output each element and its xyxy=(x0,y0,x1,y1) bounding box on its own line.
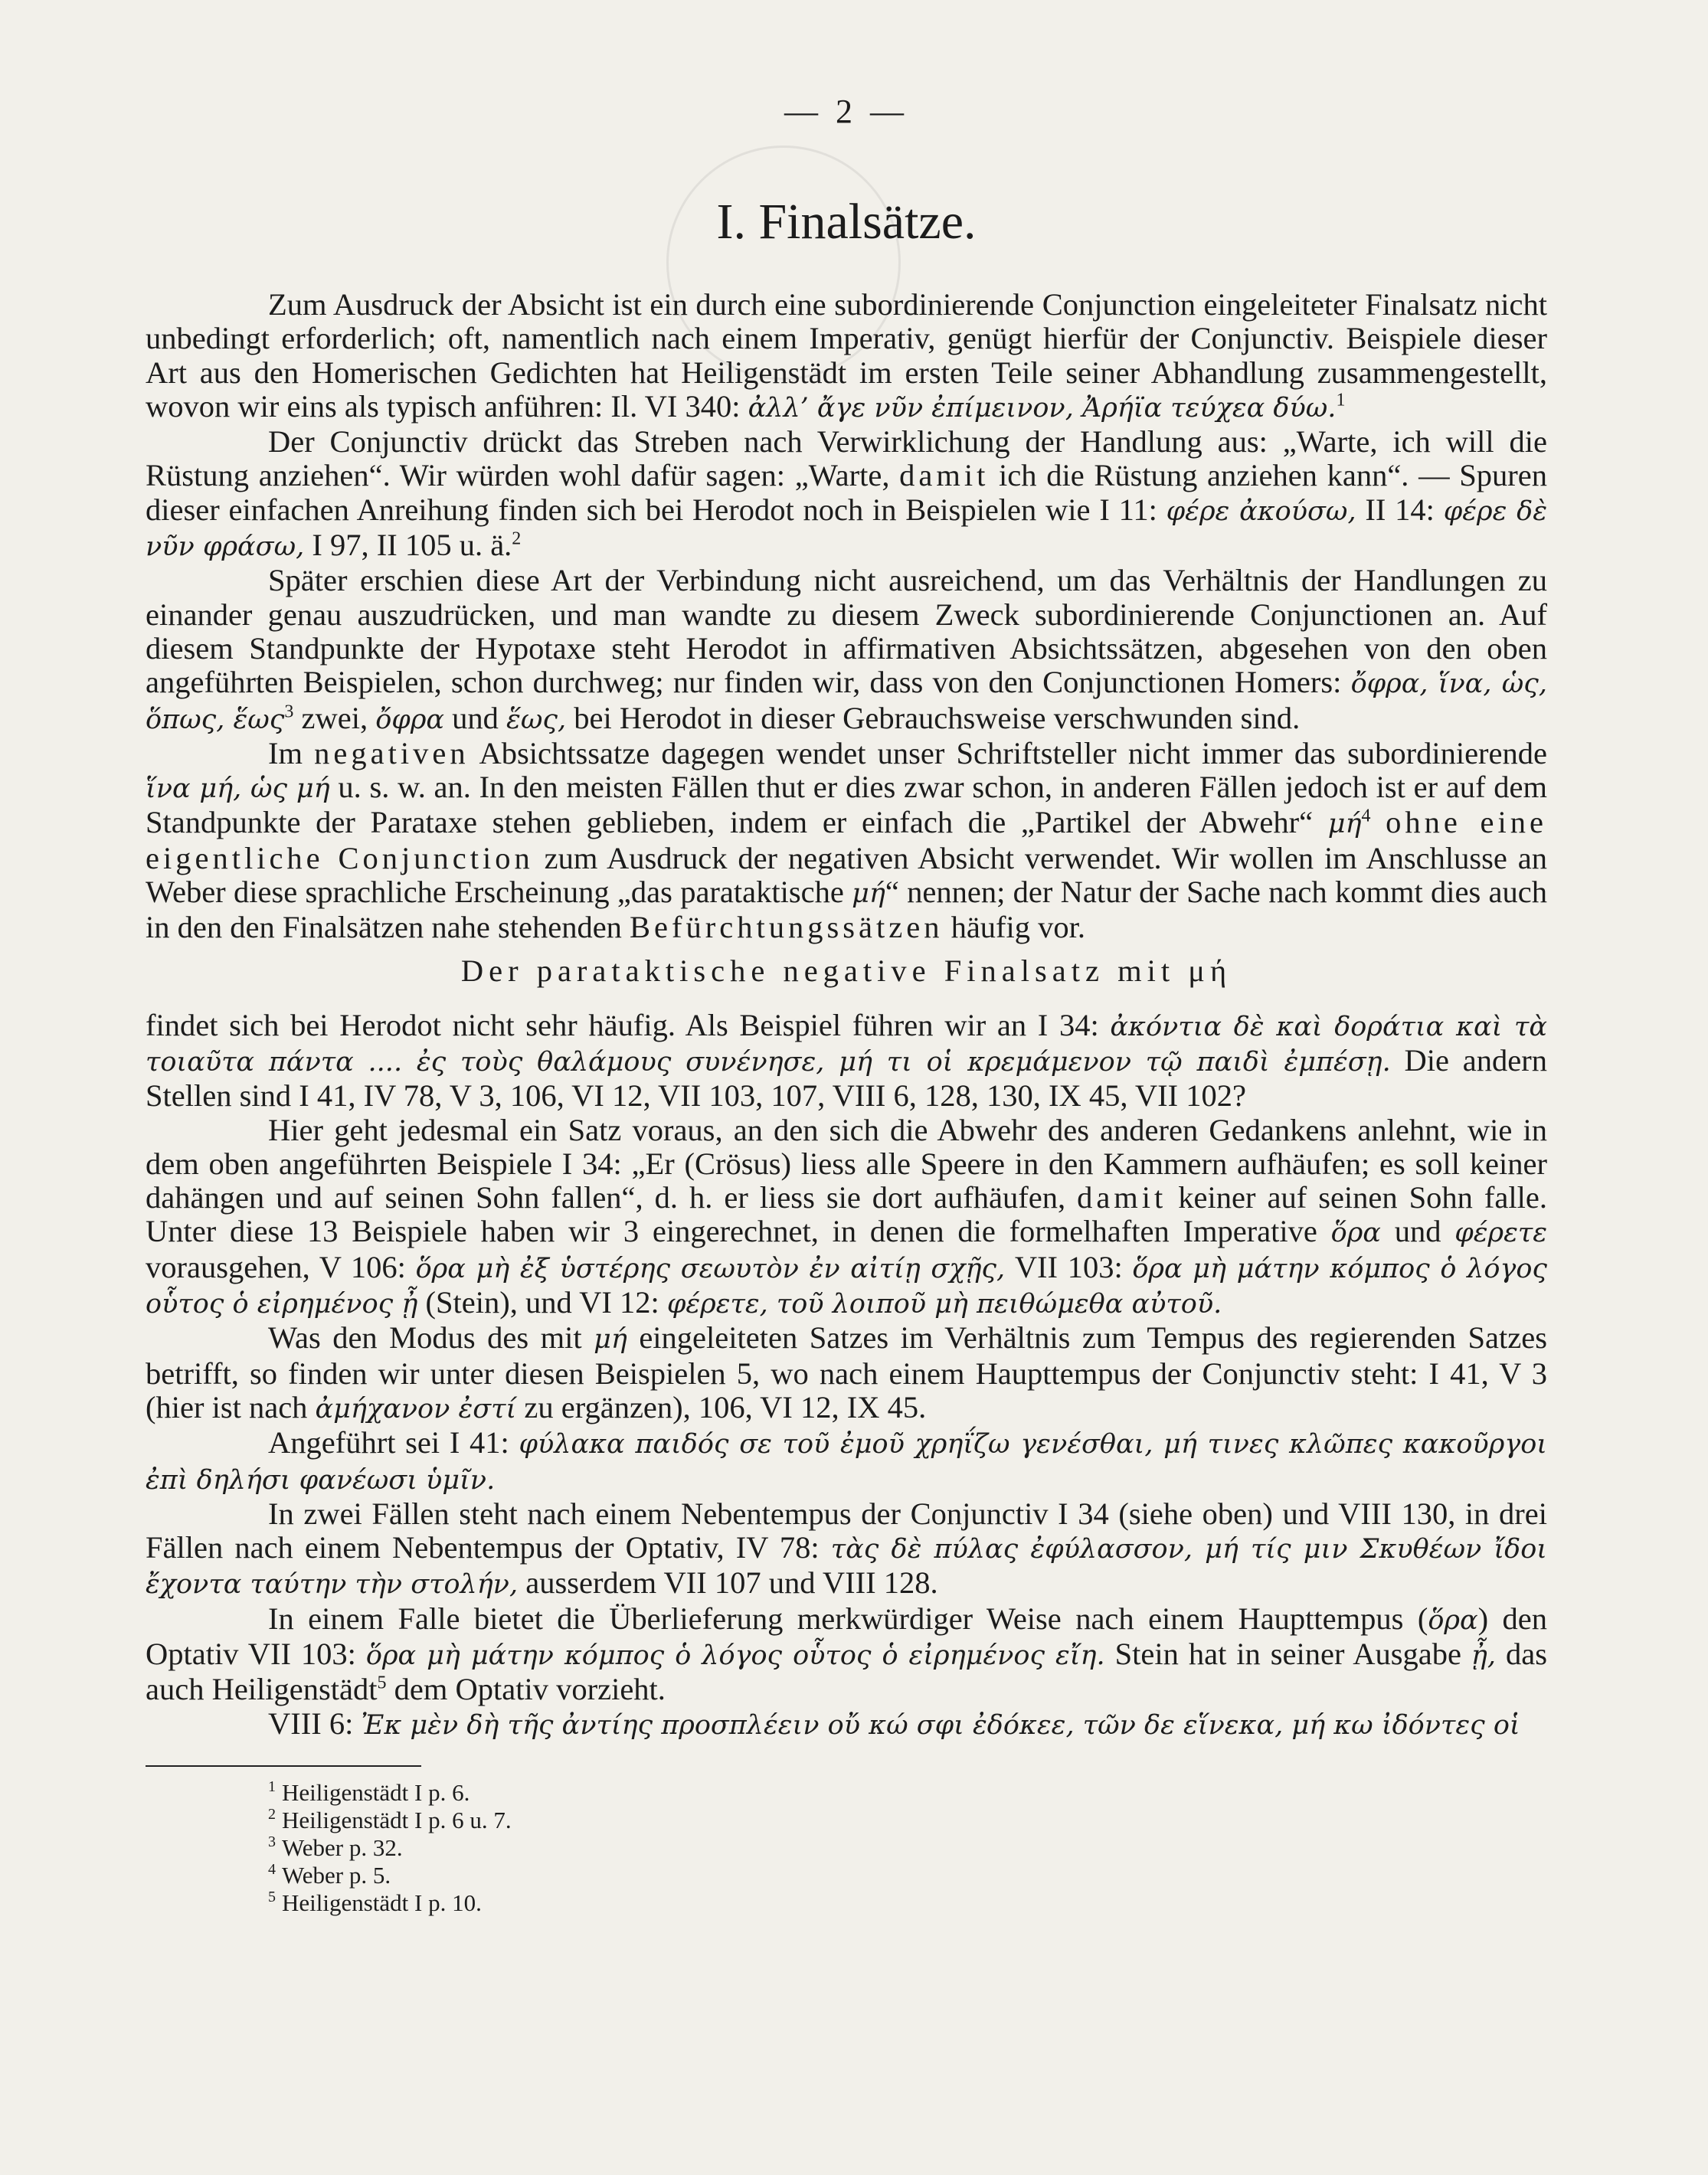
text-run: ich die Rüstung anziehen kann“. — Spuren dieser einfachen Anreihung finden sich bei Herodot noch in Beispielen wie I 11: xyxy=(146,458,1548,527)
footnote xyxy=(260,1862,1547,1889)
footnote-number: 3 xyxy=(268,1833,276,1850)
greek-quote: ὅρα μὴ ἐξ ὑστέρης σεωυτὸν ἐν αἰτίῃ σχῇς, xyxy=(415,1253,1006,1284)
text-run: bei Herodot in dieser Gebrauchsweise verschwunden sind. xyxy=(566,700,1301,735)
text-run: ohne eine eigentliche Conjunction xyxy=(146,805,1548,875)
footnote-ref: 5 xyxy=(377,1673,387,1693)
footnote-ref: 2 xyxy=(512,528,522,549)
greek-quote: ἀλλ’ ἄγε νῦν ἐπίμεινον, Ἀρήϊα τεύχεα δύω. xyxy=(748,392,1337,424)
text-run: und xyxy=(1380,1214,1455,1249)
text-run: Zum Ausdruck der Absicht ist ein durch eine subordinierende Conjunction eingeleiteter Finalsatz nicht unbedingt erforderlich; oft, namentlich nach einem Imperativ, genügt hierfür der Conjunctiv. Beispiele dieser Art aus den Homerischen Gedichten hat Heiligenstädt im ersten Teile seiner Abhandlung zusammengestellt, wovon wir eins als typisch anführen: Il. VI 340: xyxy=(146,287,1547,424)
footnote-ref: 3 xyxy=(284,702,294,722)
text-run: ) den Optativ VII 103: xyxy=(146,1601,1547,1671)
greek-quote: ἀκόντια δὲ καὶ δοράτια καὶ τὰ τοιαῦτα πάντα .... ἐς τοὺς θαλάμους συνένησε, μή τι οἱ κρεμάμενον τῷ παιδὶ ἐμπέσῃ. xyxy=(146,1011,1547,1078)
greek-quote: ὅρα μὴ μάτην κόμπος ὁ λόγος οὗτος ὁ εἰρημένος εἴη. xyxy=(365,1640,1105,1671)
greek-quote: ὄφρα, ἵνα, ὡς, ὅπως, ἕως xyxy=(146,669,1547,735)
paragraph xyxy=(146,1321,1547,1426)
greek-quote: ὅρα xyxy=(1428,1604,1478,1636)
body-text-2 xyxy=(146,1009,1547,1742)
text-run: negativen xyxy=(314,735,470,770)
text-run: Die andern Stellen sind I 41, IV 78, V 3, 106, VI 12, VII 103, 107, VIII 6, 128, 130, IX 45, VII 102? xyxy=(146,1042,1547,1114)
text-run: II 14: xyxy=(1356,492,1444,527)
footnote xyxy=(260,1889,1547,1917)
text-run: In einem Falle bietet die Überlieferung merkwürdiger Weise nach einem Haupttempus ( xyxy=(268,1601,1428,1636)
text-run: VII 103: xyxy=(1005,1249,1133,1284)
footnote-ref: 4 xyxy=(1361,806,1371,826)
greek-quote: ὅρα μὴ μάτην κόμπος ὁ λόγος οὗτος ὁ εἰρημένος ᾖ xyxy=(146,1253,1547,1320)
greek-quote: φύλακα παιδός σε τοῦ ἐμοῦ χρηΐζω γενέσθαι, μή τινες κλῶπες κακοῦργοι ἐπὶ δηλήσι φανέωσι ὑμῖν. xyxy=(146,1429,1547,1496)
text-run: damit xyxy=(1077,1180,1167,1215)
paragraph xyxy=(146,1602,1547,1707)
footnote-number: 4 xyxy=(268,1860,276,1878)
greek-quote: ἕως, xyxy=(506,704,567,735)
greek-quote: ὅρα xyxy=(1330,1218,1381,1249)
greek-quote: φέρε δὲ νῦν φράσω, xyxy=(146,496,1547,563)
footnote-number: 1 xyxy=(268,1778,276,1795)
text-run: Was den Modus des mit xyxy=(268,1320,594,1356)
page-number: — 2 — xyxy=(784,93,908,130)
text-run: keiner auf seinen Sohn falle. Unter diese 13 Beispiele haben wir 3 eingerechnet, in denen die formelhaften Imperative xyxy=(146,1180,1547,1249)
greek-quote: τὰς δὲ πύλας ἐφύλασσον, μή τίς μιν Σκυθέων ἴδοι ἔχοντα ταύτην τὴν στολήν, xyxy=(146,1534,1547,1601)
footnote xyxy=(260,1779,1547,1807)
footnote-ref: 1 xyxy=(1336,390,1346,410)
paragraph xyxy=(146,288,1547,425)
paragraph xyxy=(146,564,1547,736)
greek-quote: μή xyxy=(852,878,885,910)
footnote xyxy=(260,1807,1547,1834)
footnote-text: Heiligenstädt I p. 6. xyxy=(282,1778,470,1806)
text-run: damit xyxy=(899,458,990,493)
text-run: Der Conjunctiv drückt das Streben nach Verwirklichung der Handlung aus: „Warte, ich will die Rüstung anziehen“. Wir würden wohl dafür sagen: „Warte, xyxy=(146,424,1547,493)
text-run: ausserdem VII 107 und VIII 128. xyxy=(518,1565,938,1601)
text-run: Befürchtungssätzen xyxy=(630,910,944,945)
footnote xyxy=(260,1834,1547,1862)
text-run: (Stein), und VI 12: xyxy=(417,1285,667,1320)
text-run: u. s. w. an. In den meisten Fällen thut er dies zwar schon, in anderen Fällen jedoch ist er auf dem Standpunkte der Parataxe stehen geblieben, indem er einfach die „Partikel der Abwehr“ xyxy=(146,770,1547,840)
paragraph xyxy=(146,1009,1547,1114)
text-run: und xyxy=(444,700,507,735)
text-run: Stein hat in seiner Ausgabe xyxy=(1104,1636,1471,1671)
greek-quote: φέρε ἀκούσω, xyxy=(1166,496,1356,527)
footnote-rule xyxy=(146,1765,421,1767)
body-text-1 xyxy=(146,288,1547,945)
text-run: findet sich bei Herodot nicht sehr häufig. Als Beispiel führen wir an I 34: xyxy=(146,1007,1111,1042)
text-run: das auch Heiligenstädt xyxy=(146,1636,1547,1707)
text-run: zu ergänzen), 106, VI 12, IX 45. xyxy=(516,1389,927,1424)
text-run: vorausgehen, V 106: xyxy=(146,1249,416,1284)
greek-quote: φέρετε xyxy=(1454,1218,1547,1249)
greek-quote: μή xyxy=(594,1324,627,1356)
text-run: häufig vor. xyxy=(943,910,1086,945)
text-run: Später erschien diese Art der Verbindung nicht ausreichend, um das Verhältnis der Handlungen zu einander genau auszudrücken, und man wandte zu diesem Zweck subordinierende Conjunctionen an. Auf diesem Standpunkte der Hypotaxe steht Herodot in affirmativen Absichtssätzen, abgesehen von den oben angeführten Beispielen, schon durchweg; nur finden wir, dass von den Conjunctionen Homers: xyxy=(146,563,1547,700)
text-run: eingeleiteten Satzes im Verhältnis zum Tempus des regierenden Satzes betrifft, so finden wir unter diesen Beispielen 5, wo nach einem Haupttempus der Conjunctiv steht: I 41, V 3 (hier ist nach xyxy=(146,1320,1547,1424)
text-run: VIII 6: xyxy=(268,1706,362,1741)
paragraph xyxy=(146,1426,1547,1497)
subsection-heading: Der parataktische negative Finalsatz mit μή xyxy=(460,953,1232,988)
footnote-text: Weber p. 32. xyxy=(282,1833,403,1861)
paragraph xyxy=(146,1114,1547,1322)
text-run: zwei, xyxy=(293,700,376,735)
greek-quote: ἵνα μή, ὡς μή xyxy=(146,774,330,805)
greek-quote: Ἐκ μὲν δὴ τῆς ἀντίης προσπλέειν οὔ κώ σφι ἐδόκεε, τῶν δε εἵνεκα, μή κω ἰδόντες οἱ xyxy=(361,1709,1520,1741)
text-run xyxy=(1371,805,1386,839)
greek-quote: ἀμήχανον ἐστί xyxy=(315,1393,517,1424)
footnote-text: Heiligenstädt I p. 6 u. 7. xyxy=(282,1806,512,1833)
paragraph xyxy=(146,1497,1547,1602)
paragraph xyxy=(146,425,1547,564)
greek-quote: ὄφρα xyxy=(375,704,445,735)
footnote-number: 2 xyxy=(268,1805,276,1823)
greek-quote: μή xyxy=(1327,809,1362,840)
text-run: Im xyxy=(268,735,315,770)
paragraph xyxy=(146,1707,1547,1742)
greek-quote: φέρετε, τοῦ λοιποῦ μὴ πειθώμεθα αὐτοῦ. xyxy=(666,1289,1222,1320)
text-run: Absichtssatze dagegen wendet unser Schriftsteller nicht immer das subordinierende xyxy=(469,735,1547,770)
text-run: In zwei Fällen steht nach einem Nebentempus der Conjunctiv I 34 (siehe oben) und VIII 130, in drei Fällen nach einem Nebentempus der Optativ, IV 78: xyxy=(146,1496,1547,1565)
footnote-number: 5 xyxy=(268,1888,276,1905)
text-run: “ nennen; der Natur der Sache nach kommt dies auch in den den Finalsätzen nahe stehenden xyxy=(146,875,1547,945)
footnote-text: Heiligenstädt I p. 10. xyxy=(282,1889,482,1916)
text-run: I 97, II 105 u. ä. xyxy=(304,528,512,563)
text-run: Hier geht jedesmal ein Satz voraus, an den sich die Abwehr des anderen Gedankens anlehnt, wie in dem oben angeführten Beispiele I 34: „Er (Crösus) liess alle Speere in den Kammern aufhäufen; es soll keiner dahängen und auf seinen Sohn fallen“, d. h. er liess sie dort aufhäufen, xyxy=(146,1112,1547,1215)
footnote-text: Weber p. 5. xyxy=(282,1861,391,1889)
text-run: Angeführt sei I 41: xyxy=(268,1425,519,1460)
footnotes xyxy=(260,1779,1547,1917)
section-title: I. Finalsätze. xyxy=(716,194,977,250)
greek-quote: ᾖ, xyxy=(1471,1640,1497,1671)
paragraph xyxy=(146,737,1547,945)
page xyxy=(146,92,1547,1917)
text-run: dem Optativ vorzieht. xyxy=(386,1672,666,1707)
text-run: zum Ausdruck der negativen Absicht verwendet. Wir wollen im Anschlusse an Weber diese sprachliche Erscheinung „das parataktische xyxy=(146,840,1547,910)
